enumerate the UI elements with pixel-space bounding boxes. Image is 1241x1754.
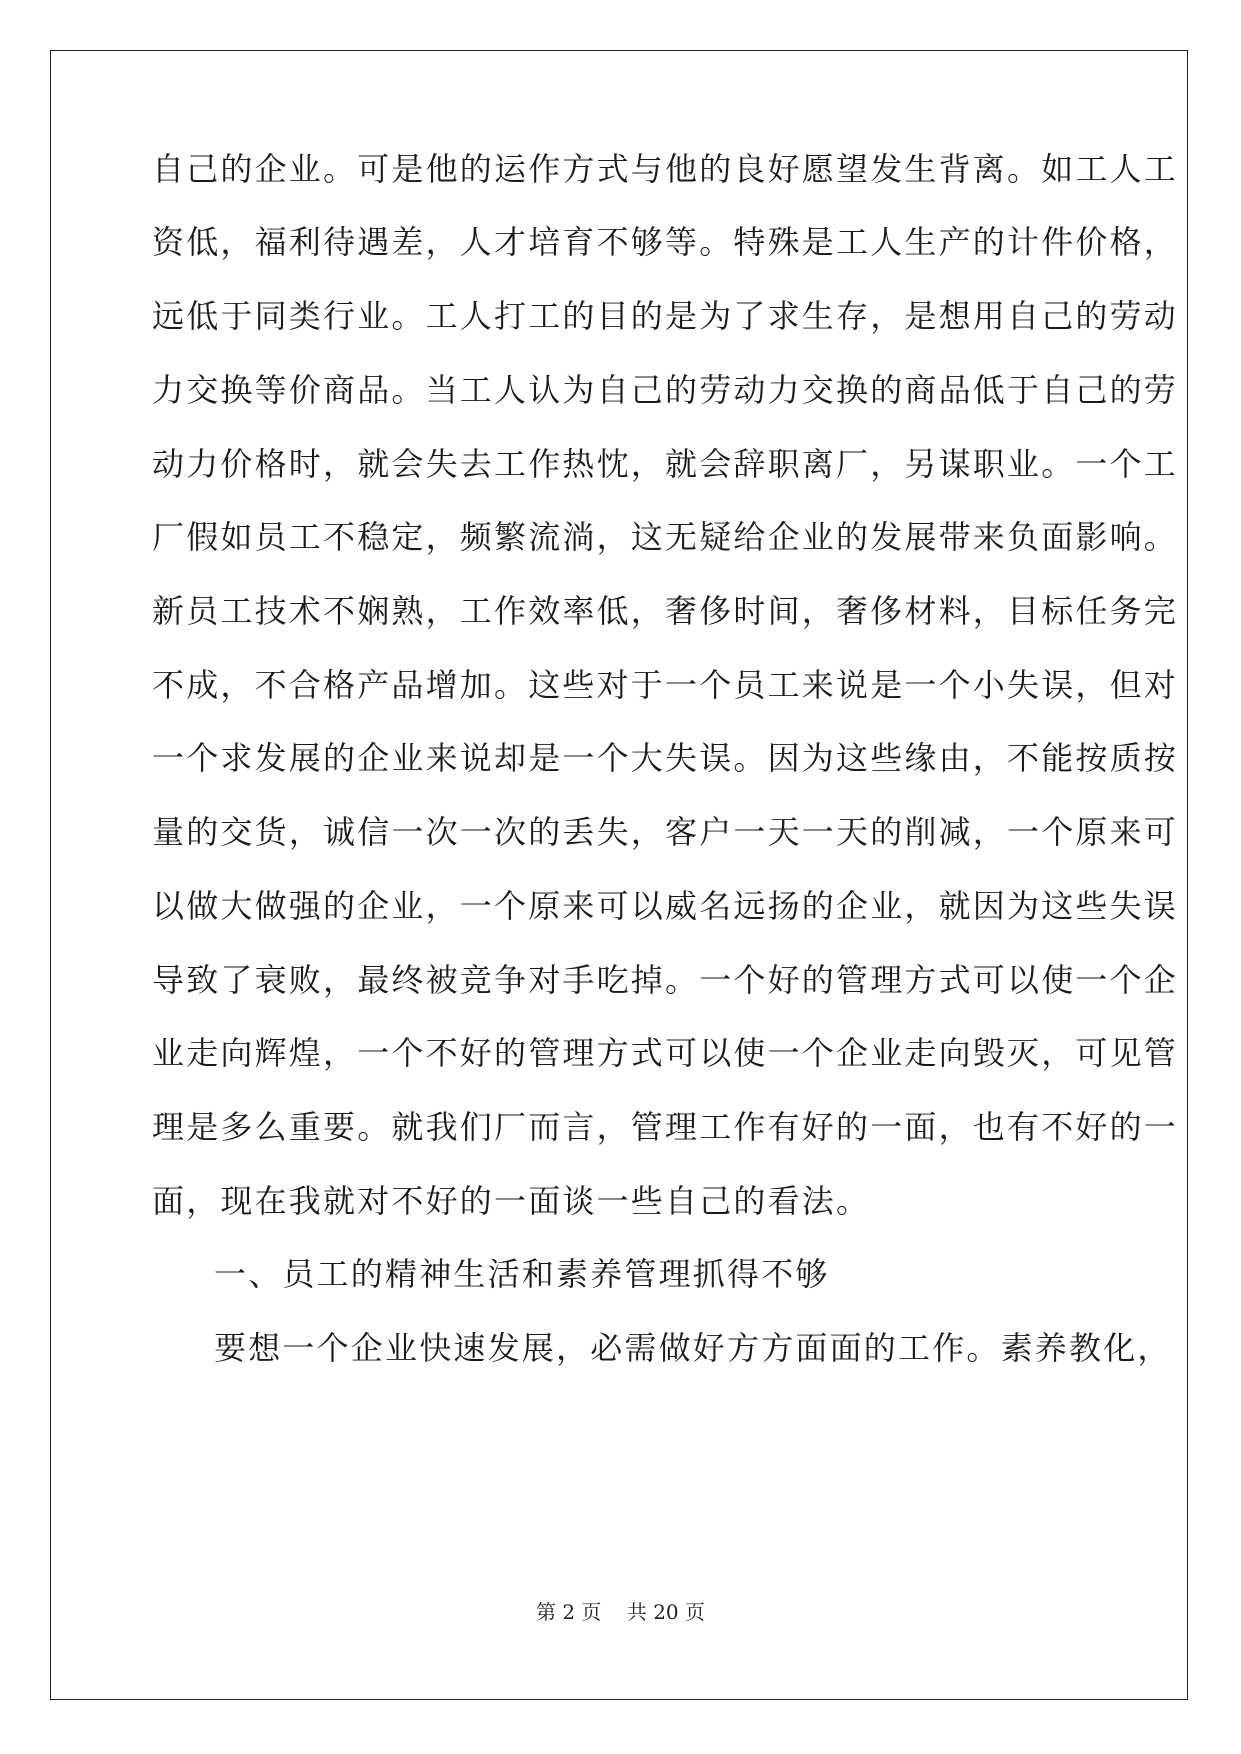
text-line: 新员工技术不娴熟，工作效率低，奢侈时间，奢侈材料，目标任务完: [152, 592, 1179, 630]
text-line: 不成，不合格产品增加。这些对于一个员工来说是一个小失误，但对: [152, 666, 1179, 704]
text-line: 力交换等价商品。当工人认为自己的劳动力交换的商品低于自己的劳: [152, 371, 1179, 409]
text-line: 资低，福利待遇差，人才培育不够等。特殊是工人生产的计件价格，: [152, 223, 1179, 261]
section-heading: 一、员工的精神生活和素养管理抓得不够: [214, 1255, 830, 1293]
text-line: 导致了衰败，最终被竞争对手吃掉。一个好的管理方式可以使一个企: [152, 961, 1179, 999]
page-footer: [0, 1600, 1241, 1624]
text-line: 一个求发展的企业来说却是一个大失误。因为这些缘由，不能按质按: [152, 739, 1179, 777]
text-line: 以做大做强的企业，一个原来可以威名远扬的企业，就因为这些失误: [152, 887, 1179, 925]
text-line: 厂假如员工不稳定，频繁流淌，这无疑给企业的发展带来负面影响。: [152, 518, 1179, 556]
text-line: 动力价格时，就会失去工作热忱，就会辞职离厂，另谋职业。一个工: [152, 445, 1179, 483]
text-line: 量的交货，诚信一次一次的丢失，客户一天一天的削减，一个原来可: [152, 813, 1179, 851]
text-line: 自己的企业。可是他的运作方式与他的良好愿望发生背离。如工人工: [152, 150, 1179, 188]
text-line: 远低于同类行业。工人打工的目的是为了求生存，是想用自己的劳动: [152, 297, 1179, 335]
text-line: 业走向辉煌，一个不好的管理方式可以使一个企业走向毁灭，可见管: [152, 1034, 1179, 1072]
page-number: 第 2 页 共 20 页: [535, 1600, 706, 1624]
text-line: 面，现在我就对不好的一面谈一些自己的看法。: [152, 1182, 871, 1220]
text-line: 理是多么重要。就我们厂而言，管理工作有好的一面，也有不好的一: [152, 1108, 1179, 1146]
text-line: 要想一个企业快速发展，必需做好方方面面的工作。素养教化，: [214, 1329, 1172, 1367]
